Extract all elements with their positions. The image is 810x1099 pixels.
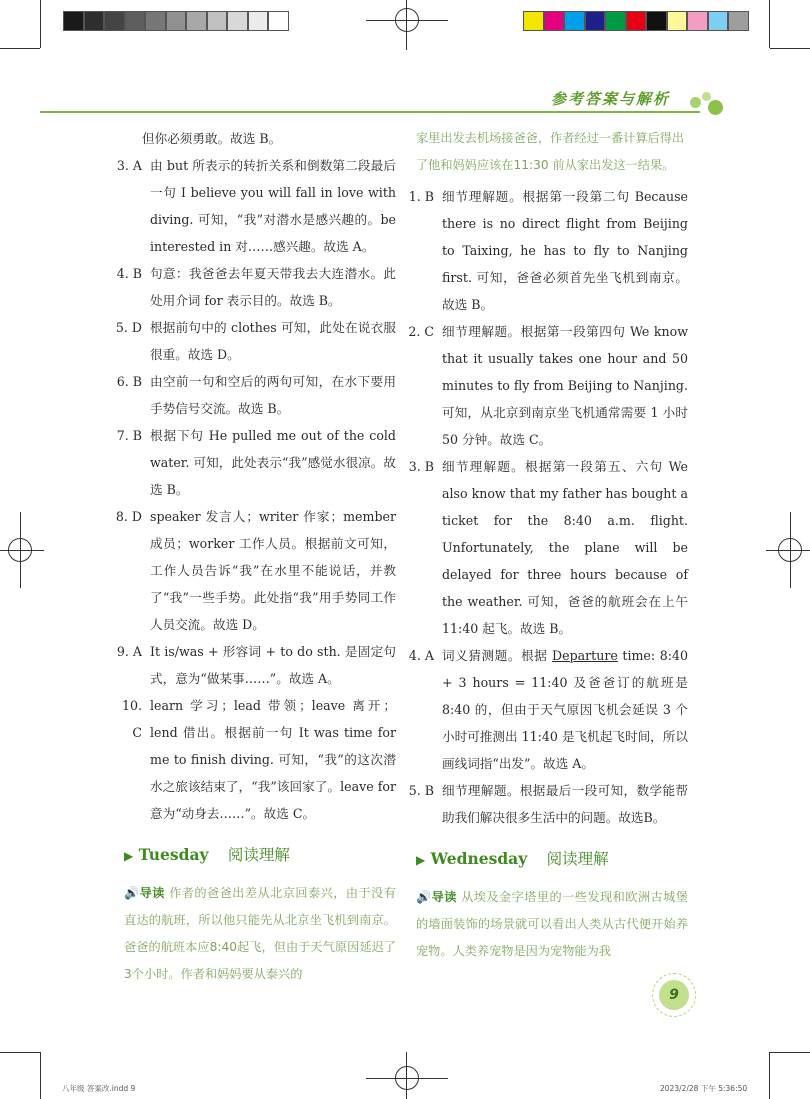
color-swatch	[585, 11, 606, 31]
gray-swatch	[125, 11, 146, 31]
answer-item	[406, 318, 688, 453]
section-heading-wednesday	[416, 845, 688, 874]
guide-paragraph-left	[124, 880, 396, 988]
explanation-text: time: 8:40 + 3 hours = 11:40 及爸爸订的航班是 8:40 的，但由于天气原因飞机会延误 3 个小时可推测出 11:40 是飞机起飞时间，所以画线词指“出发”。故选 A。	[442, 648, 688, 771]
answer-item	[406, 777, 688, 831]
footer-filename: 八年级 答案改.indd 9	[62, 1084, 136, 1093]
color-swatch	[646, 11, 667, 31]
guide-text: 作者的爸爸出差从北京回泰兴，由于没有直达的航班，所以他只能先从北京坐飞机到南京。爸爸的航班本应8:40起飞，但由于天气原因延迟了3个小时。作者和妈妈要从泰兴的	[124, 886, 396, 981]
underlined-word: Departure	[552, 648, 618, 663]
answer-explanation: It is/was + 形容词 + to do sth. 是固定句式，意为“做某事……”。故选 A。	[150, 644, 396, 686]
guide-text: 从埃及金字塔里的一些发现和欧洲古城堡的墙面装饰的场景就可以看出人类从古代便开始养宠物。人类养宠物是因为宠物能为我	[416, 890, 688, 958]
answer-number: 6. B	[116, 374, 142, 389]
gray-swatch	[186, 11, 207, 31]
answer-item	[114, 368, 396, 422]
guide-paragraph-right	[416, 884, 688, 965]
answer-explanation: 细节理解题。根据最后一段可知，数学能帮助我们解决很多生活中的问题。故选B。	[442, 783, 688, 825]
answer-number: 4. B	[116, 266, 142, 281]
explanation-text: 词义猜测题。根据	[442, 648, 553, 663]
answer-item	[114, 314, 396, 368]
right-lead-text: 家里出发去机场接爸爸，作者经过一番计算后得出了他和妈妈应该在11:30 前从家出发这一结果。	[416, 131, 685, 172]
color-swatch	[687, 11, 708, 31]
color-bar	[523, 11, 749, 31]
answer-item	[114, 152, 396, 260]
guide-label: 🔊导读	[416, 890, 457, 904]
gray-swatch	[248, 11, 269, 31]
answer-item	[406, 453, 688, 642]
answer-explanation: 细节理解题。根据第一段第五、六句 We also know that my father has bought a ticket for the 8:40 a.m. flight. Unfortunately, the plane will be delayed for three hours because of the weather. 可知，爸爸的航班会在上午 11:40 起飞。故选 B。	[442, 459, 688, 636]
speaker-icon: 🔊	[124, 886, 140, 900]
color-swatch	[708, 11, 729, 31]
answer-item	[114, 692, 396, 827]
answer-number: 9. A	[116, 644, 142, 659]
color-swatch	[605, 11, 626, 31]
answer-explanation: 句意：我爸爸去年夏天带我去大连潜水。此处用介词 for 表示目的。故选 B。	[150, 266, 396, 308]
triangle-arrow-icon: ▶	[416, 853, 426, 867]
answer-number: 5. B	[408, 783, 434, 798]
answer-explanation: 根据下句 He pulled me out of the cold water. 可知，此处表示“我”感觉水很凉。故选 B。	[150, 428, 396, 497]
gray-swatch	[207, 11, 228, 31]
triangle-arrow-icon: ▶	[124, 849, 134, 863]
answer-item	[406, 183, 688, 318]
left-lead-text: 但你必须勇敢。故选 B。	[142, 131, 282, 146]
footer-timestamp: 2023/2/28 下午 5:36:50	[660, 1084, 748, 1093]
color-swatch	[728, 11, 749, 31]
answer-explanation: learn 学习；lead 带领；leave 离开；lend 借出。根据前一句 It was time for me to finish diving. 可知，“我”的这次潜水之旅该结束了，“我”该回家了。leave for 意为“动身去……”。故选 C。	[150, 698, 396, 821]
gray-scale-bar	[63, 11, 289, 31]
page-number: 9	[659, 980, 689, 1010]
sun-rays-decoration	[652, 973, 696, 1017]
answer-explanation	[442, 642, 688, 777]
gray-swatch	[227, 11, 248, 31]
speaker-icon: 🔊	[416, 890, 432, 904]
section-heading-tuesday	[124, 841, 396, 870]
answer-item	[406, 642, 688, 777]
gray-swatch	[104, 11, 125, 31]
answer-item	[114, 422, 396, 503]
answer-item	[114, 638, 396, 692]
gray-swatch	[63, 11, 84, 31]
section-title: 阅读理解	[227, 846, 290, 864]
answer-explanation: 细节理解题。根据第一段第四句 We know that it usually takes one hour and 50 minutes to fly from Beijing to Nanjing. 可知，从北京到南京坐飞机通常需要 1 小时 50 分钟。故选 C。	[442, 324, 688, 447]
answer-number: 4. A	[408, 648, 434, 663]
guide-label: 🔊导读	[124, 886, 165, 900]
header-rule	[40, 111, 700, 113]
answer-explanation: 根据前句中的 clothes 可知，此处在说衣服很重。故选 D。	[150, 320, 396, 362]
section-day: Tuesday	[138, 845, 209, 864]
color-swatch	[564, 11, 585, 31]
answer-number: 3. B	[408, 459, 434, 474]
answer-number: 1. B	[408, 189, 434, 204]
answer-explanation: speaker 发言人；writer 作家；member 成员；worker 工作人员。根据前文可知，工作人员告诉“我”在水里不能说话，并教了“我”一些手势。此处指“我”用手势同工作人员交流。故选 D。	[150, 509, 396, 632]
answer-explanation: 由空前一句和空后的两句可知，在水下要用手势信号交流。故选 B。	[150, 374, 396, 416]
gray-swatch	[268, 11, 289, 31]
answer-number: 7. B	[116, 428, 142, 443]
gray-swatch	[84, 11, 105, 31]
section-day: Wednesday	[430, 849, 528, 868]
section-title: 阅读理解	[546, 850, 609, 868]
answer-number: 2. C	[408, 324, 434, 339]
color-swatch	[523, 11, 544, 31]
answer-number: 10. C	[121, 698, 142, 740]
answer-number: 8. D	[115, 509, 142, 524]
right-column	[406, 125, 688, 965]
color-swatch	[667, 11, 688, 31]
answer-number: 3. A	[116, 158, 142, 173]
color-swatch	[544, 11, 565, 31]
gray-swatch	[166, 11, 187, 31]
gray-swatch	[145, 11, 166, 31]
answer-item	[114, 260, 396, 314]
answer-item	[114, 503, 396, 638]
left-column	[114, 125, 396, 988]
answer-explanation: 细节理解题。根据第一段第二句 Because there is no direct flight from Beijing to Taixing, he has to fly to Nanjing first. 可知，爸爸必须首先坐飞机到南京。故选 B。	[442, 189, 688, 312]
color-swatch	[626, 11, 647, 31]
header-title: 参考答案与解析	[551, 90, 671, 108]
answer-number: 5. D	[115, 320, 142, 335]
answer-explanation: 由 but 所表示的转折关系和倒数第二段最后一句 I believe you will fall in love with diving. 可知，“我”对潜水是感兴趣的。be interested in 对……感兴趣。故选 A。	[150, 158, 396, 254]
